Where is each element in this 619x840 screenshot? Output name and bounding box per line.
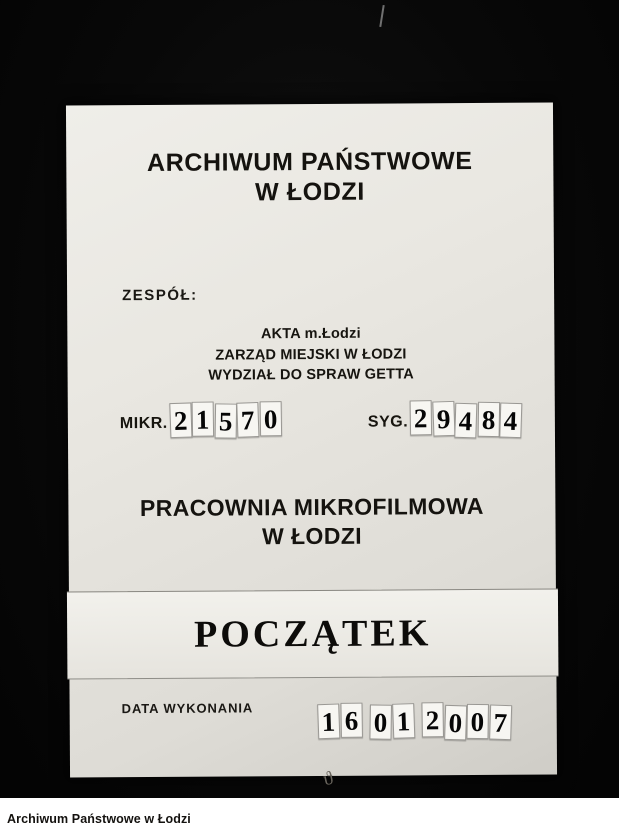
date-label: DATA WYKONANIA bbox=[121, 700, 254, 717]
microfilm-digit: 2 bbox=[169, 402, 192, 438]
archive-title-line-1: ARCHIWUM PAŃSTWOWE bbox=[146, 147, 473, 177]
film-scratch-mark bbox=[379, 5, 384, 27]
fond-description bbox=[67, 323, 554, 388]
microfilm-digit: 5 bbox=[214, 403, 236, 438]
signature-digit: 4 bbox=[500, 402, 523, 438]
microfilm-number-group bbox=[120, 402, 283, 438]
microfilm-digit: 1 bbox=[192, 402, 214, 437]
date-day-digit: 1 bbox=[317, 704, 340, 740]
date-year-digit: 2 bbox=[421, 702, 443, 737]
archive-header bbox=[66, 147, 553, 210]
start-banner bbox=[67, 588, 559, 679]
date-year-digit: 0 bbox=[466, 704, 488, 739]
fond-line-1: AKTA m.Łodzi bbox=[260, 325, 361, 343]
microfilm-digit: 7 bbox=[237, 402, 260, 438]
microfilm-digit: 0 bbox=[259, 401, 281, 436]
caption-text: Archiwum Państwowe w Łodzi bbox=[7, 812, 191, 826]
microfilm-target-card bbox=[66, 103, 557, 791]
fond-label: ZESPÓŁ: bbox=[122, 286, 198, 305]
laboratory-line-2: W ŁODZI bbox=[262, 522, 363, 549]
start-banner-text: POCZĄTEK bbox=[193, 612, 432, 656]
signature-digit: 4 bbox=[455, 403, 478, 439]
laboratory-line-1: PRACOWNIA MIKROFILMOWA bbox=[139, 492, 484, 522]
signature-digit: 2 bbox=[410, 400, 432, 435]
image-caption-bar bbox=[0, 798, 619, 840]
signature-label: SYG. bbox=[367, 413, 409, 431]
date-digit-strip bbox=[318, 703, 512, 739]
pencil-annotation-mark: ϑ bbox=[321, 767, 336, 791]
date-month-digit: 1 bbox=[392, 703, 415, 739]
signature-digit: 9 bbox=[432, 401, 455, 437]
microfilm-digit-strip bbox=[170, 402, 283, 438]
laboratory-block bbox=[68, 493, 555, 553]
signature-number-group bbox=[368, 401, 523, 437]
identifier-row bbox=[68, 401, 555, 444]
microfilm-label: MIKR. bbox=[119, 414, 168, 433]
fond-line-2: ZARZĄD MIEJSKI W ŁODZI bbox=[215, 345, 407, 364]
archive-title-line-2: W ŁODZI bbox=[255, 177, 365, 207]
date-year-digit: 0 bbox=[444, 705, 467, 741]
date-month-digit: 0 bbox=[369, 704, 391, 739]
signature-digit: 8 bbox=[477, 402, 499, 437]
date-day-digit: 6 bbox=[340, 703, 362, 738]
fond-line-3: WYDZIAŁ DO SPRAW GETTA bbox=[208, 366, 414, 384]
date-year-digit: 7 bbox=[489, 705, 512, 741]
signature-digit-strip bbox=[410, 401, 523, 437]
